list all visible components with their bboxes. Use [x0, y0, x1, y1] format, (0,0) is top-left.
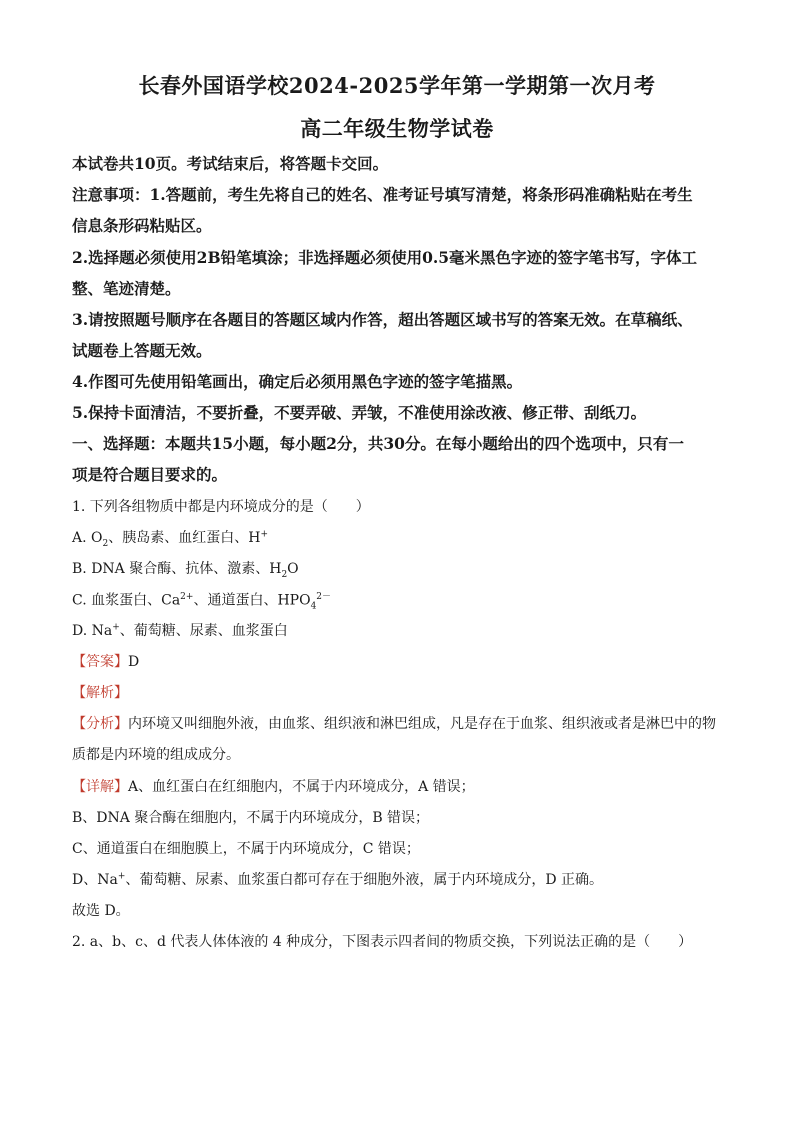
note-4: 4.作图可先使用铅笔画出，确定后必须用黑色字迹的签字笔描黑。 — [72, 372, 523, 391]
note-5: 5.保持卡面清洁，不要折叠，不要弄破、弄皱，不准使用涂改液、修正带、刮纸刀。 — [72, 403, 647, 422]
q1-answer — [72, 651, 722, 671]
q1-detail-a: 【详解】A、血红蛋白在红细胞内，不属于内环境成分，A 错误； — [72, 779, 475, 795]
q1-fenxi-b: 质都是内环境的组成成分。 — [72, 747, 240, 763]
fenxi-tag: 【分析】 — [72, 716, 128, 732]
note-1a: 注意事项：1.答题前，考生先将自己的姓名、准考证号填写清楚，将条形码准确粘贴在考生 — [72, 185, 693, 204]
q1-stem: 1. 下列各组物质中都是内环境成分的是（ ） — [72, 499, 370, 515]
section-heading-cont: 项是符合题目要求的。 — [72, 465, 228, 484]
q1-fenxi-a: 【分析】内环境又叫细胞外液，由血浆、组织液和淋巴组成，凡是存在于血浆、组织液或者是淋巴中的物 — [72, 716, 716, 732]
q1-detail-b: B、DNA 聚合酶在细胞内，不属于内环境成分，B 错误； — [72, 810, 430, 826]
note-3a: 3.请按照题号顺序在各题目的答题区域内作答，超出答题区域书写的答案无效。在草稿纸、 — [72, 310, 693, 329]
q1-detail-d: D、Na+、葡萄糖、尿素、血浆蛋白都可存在于细胞外液，属于内环境成分，D 正确。 — [72, 871, 604, 888]
answer-tag: 【答案】 — [72, 654, 128, 670]
note-2a: 2.选择题必须使用2B铅笔填涂；非选择题必须使用0.5毫米黑色字迹的签字笔书写，字体工 — [72, 248, 698, 267]
q1-option-a: A. $O_2$、胰岛素、血红蛋白、H+ — [72, 529, 268, 549]
note-1b: 信息条形码粘贴区。 — [72, 216, 212, 235]
note-2b: 整、笔迹清楚。 — [72, 279, 181, 298]
answer-value: D — [128, 654, 140, 670]
q1-detail-c: C、通道蛋白在细胞膜上，不属于内环境成分，C 错误； — [72, 841, 420, 857]
exam-subtitle: 高二年级生物学试卷 — [300, 116, 494, 141]
detail-tag: 【详解】 — [72, 779, 128, 795]
analysis-tag: 【解析】 — [72, 685, 128, 701]
q1-analysis — [72, 682, 722, 702]
exam-title: 长春外国语学校2024-2025学年第一学期第一次月考 — [138, 73, 656, 98]
note-3b: 试题卷上答题无效。 — [72, 341, 212, 360]
section-heading: 一、选择题：本题共15小题，每小题2分，共30分。在每小题给出的四个选项中，只有一 — [72, 434, 684, 453]
q1-conclusion: 故选 D。 — [72, 903, 130, 919]
intro-line: 本试卷共10页。考试结束后，将答题卡交回。 — [72, 154, 389, 173]
q1-option-c: C. 血浆蛋白、$Ca^{2+}$、通道蛋白、$HPO_4^{2-}$ — [72, 592, 332, 612]
q1-option-d: D. Na+、葡萄糖、尿素、血浆蛋白 — [72, 622, 288, 639]
q1-option-b: B. DNA 聚合酶、抗体、激素、$H_2O$ — [72, 561, 299, 580]
q2-stem: 2. a、b、c、d 代表人体体液的 4 种成分，下图表示四者间的物质交换，下列说法正确的是（ ） — [72, 934, 693, 950]
